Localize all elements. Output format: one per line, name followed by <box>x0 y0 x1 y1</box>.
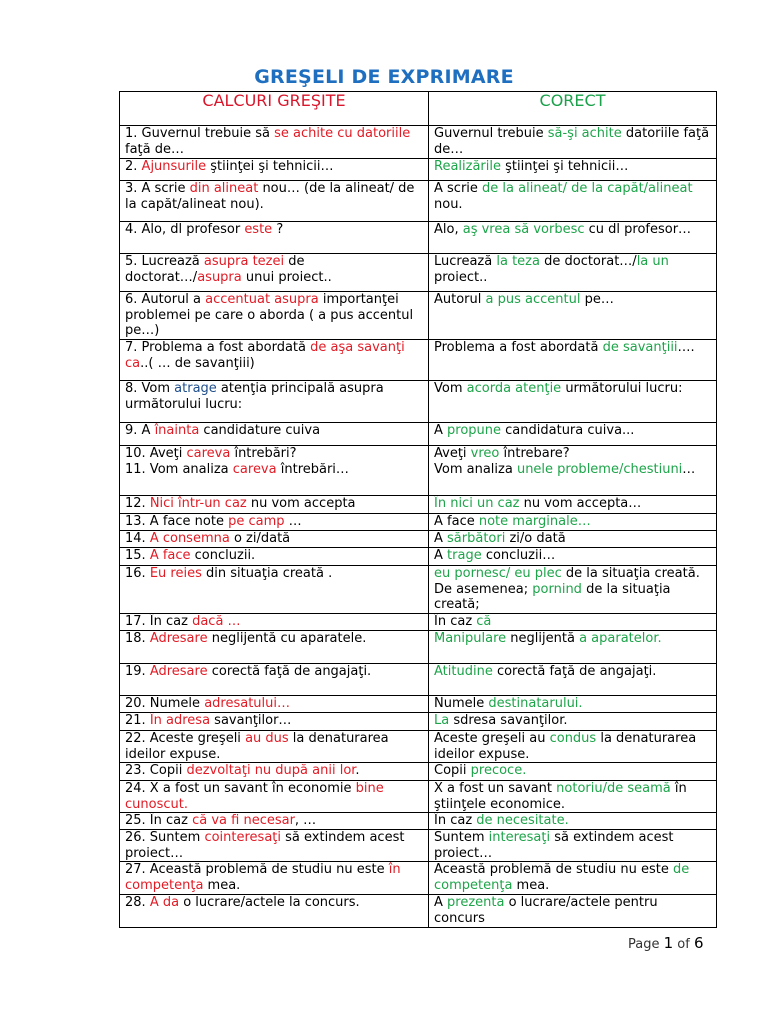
cell-correct <box>429 566 717 614</box>
cell-correct <box>429 763 717 781</box>
cell-wrong <box>120 614 429 631</box>
text-segment: nou. <box>434 196 463 212</box>
wrong-phrase: în competenţa <box>125 862 401 893</box>
text-segment: A <box>434 895 448 910</box>
text-segment: 6. Autorul a <box>125 292 206 307</box>
correct-phrase: Manipulare <box>434 631 507 646</box>
correct-phrase: destinatarului. <box>488 696 583 711</box>
table-row <box>120 514 717 531</box>
wrong-phrase: că va fi necesar <box>192 813 295 828</box>
correct-phrase: Atitudine <box>434 664 493 679</box>
table-row <box>120 696 717 713</box>
cell-correct <box>429 781 717 813</box>
text-segment: Copii <box>434 763 471 778</box>
text-segment: 5. Lucrează <box>125 254 204 269</box>
wrong-phrase: dacă … <box>192 614 241 629</box>
cell-wrong <box>120 731 429 763</box>
cell-wrong <box>120 446 429 496</box>
text-segment: de doctorat…/ <box>125 254 305 285</box>
table-row <box>120 446 717 496</box>
text-segment: atenţia principală asupra următorului lucru: <box>125 381 384 412</box>
text-segment: să extindem acest proiect… <box>125 830 405 861</box>
wrong-phrase: careva <box>232 461 277 477</box>
page-title: GREŞELI DE EXPRIMARE <box>254 66 514 88</box>
cell-wrong <box>120 381 429 423</box>
text-segment: o lucrare/actele pentru concurs <box>434 895 658 926</box>
correct-phrase: În nici un caz <box>434 496 520 511</box>
text-segment: 28. <box>125 895 150 910</box>
cell-wrong <box>120 531 429 548</box>
header-correct: CORECT <box>429 92 717 126</box>
cell-wrong <box>120 862 429 895</box>
cell-correct <box>429 340 717 381</box>
text-segment: Guvernul trebuie <box>434 126 548 141</box>
text-segment: neglijentă <box>506 631 580 646</box>
correct-phrase: vreo <box>470 446 500 461</box>
correct-phrase: prezenta <box>447 895 505 910</box>
text-segment: corectă faţă de angajaţi. <box>492 664 657 679</box>
text-segment: Numele <box>434 696 489 711</box>
cell-wrong <box>120 664 429 696</box>
table-row <box>120 423 717 446</box>
correct-phrase: să-şi achite <box>547 126 622 141</box>
cell-wrong <box>120 126 429 159</box>
table-header-row <box>120 92 717 126</box>
text-segment: 19. <box>125 664 150 679</box>
text-segment: datoriile faţă de… <box>434 126 710 157</box>
text-segment: mea. <box>203 877 241 893</box>
text-segment: concluzii. <box>190 548 256 563</box>
table-row <box>120 548 717 566</box>
text-segment: 3. A scrie <box>125 181 190 196</box>
text-segment: 18. <box>125 631 150 646</box>
wrong-phrase: adresatului… <box>204 696 291 711</box>
wrong-phrase: cointeresaţi <box>204 830 281 845</box>
text-segment: nu vom accepta <box>246 496 356 511</box>
wrong-phrase: Adresare <box>149 631 208 646</box>
text-segment: A <box>434 531 448 546</box>
text-segment: 21. <box>125 713 150 728</box>
wrong-phrase: A da <box>149 895 180 910</box>
text-segment: A <box>434 548 448 563</box>
cell-wrong <box>120 566 429 614</box>
text-segment: savanţilor… <box>210 713 292 728</box>
cell-wrong <box>120 292 429 340</box>
text-segment: concluzii… <box>481 548 556 563</box>
cell-correct <box>429 254 717 292</box>
cell-correct <box>429 813 717 830</box>
correct-phrase: trage <box>447 548 482 563</box>
text-segment: …. <box>677 340 695 355</box>
correct-phrase: pornind <box>532 581 582 597</box>
text-segment: din situaţia creată . <box>201 566 333 581</box>
text-segment: 27. Această problemă de studiu nu este <box>125 862 389 877</box>
footer-prefix: Page <box>628 937 664 952</box>
cell-wrong <box>120 763 429 781</box>
text-segment: candidatura cuiva... <box>501 423 635 438</box>
table-row <box>120 126 717 159</box>
text-segment: ..( … de savanţiii) <box>140 355 255 371</box>
cell-correct <box>429 862 717 895</box>
table-row <box>120 813 717 830</box>
text-segment: 22. Aceste greşeli <box>125 731 246 746</box>
text-segment: 2. <box>125 159 142 174</box>
text-segment: 23. Copii <box>125 763 187 778</box>
table-row <box>120 340 717 381</box>
text-segment: întrebare? <box>499 446 570 461</box>
table-row <box>120 381 717 423</box>
wrong-phrase: înainta <box>154 423 200 438</box>
wrong-phrase: Ajunsurile <box>141 159 207 174</box>
text-segment: … <box>682 461 696 477</box>
text-segment: În caz <box>434 813 477 828</box>
highlight-phrase: atrage <box>174 381 217 396</box>
correct-phrase: La <box>434 713 450 728</box>
cell-correct <box>429 830 717 862</box>
text-segment: proiect.. <box>434 269 488 285</box>
text-segment: unui proiect.. <box>241 269 332 285</box>
text-segment: 9. A <box>125 423 155 438</box>
wrong-phrase: asupra tezei <box>203 254 285 269</box>
correct-phrase: sărbători <box>447 531 506 546</box>
text-segment: întrebări… <box>276 461 349 477</box>
text-segment: o zi/dată <box>229 531 291 546</box>
correct-phrase: notoriu/de seamă <box>556 781 671 796</box>
wrong-phrase: de aşa savanţi ca <box>125 340 405 371</box>
correct-phrase: a aparatelor. <box>579 631 662 646</box>
cell-wrong <box>120 895 429 928</box>
text-segment: importanţei problemei pe care o aborda ( a pus accentul pe…) <box>125 292 414 338</box>
text-segment: A <box>434 423 448 438</box>
table-row <box>120 292 717 340</box>
cell-correct <box>429 713 717 731</box>
wrong-phrase: În adresa <box>149 713 211 728</box>
footer-page-total: 6 <box>693 934 704 952</box>
cell-correct <box>429 548 717 566</box>
text-segment: 13. A face note <box>125 514 229 529</box>
text-segment: următorului lucru: <box>561 381 683 396</box>
table-row <box>120 830 717 862</box>
cell-correct <box>429 731 717 763</box>
table-row <box>120 731 717 763</box>
text-segment: candidature cuiva <box>199 423 321 438</box>
table-row <box>120 531 717 548</box>
text-segment: ştiinţei şi tehnicii… <box>206 159 334 174</box>
text-segment: mea. <box>512 877 550 893</box>
correct-phrase: la un <box>636 254 669 269</box>
text-segment: 26. Suntem <box>125 830 205 845</box>
text-segment: de doctorat…/ <box>539 254 637 269</box>
wrong-phrase: accentuat asupra <box>205 292 319 307</box>
correct-phrase: aş vrea să vorbesc <box>462 222 585 237</box>
correct-phrase: de competenţa <box>434 862 690 893</box>
table-row <box>120 895 717 928</box>
table-row <box>120 763 717 781</box>
cell-correct <box>429 222 717 254</box>
text-segment: la denaturarea ideilor expuse. <box>434 731 697 762</box>
correct-phrase: că <box>476 614 492 629</box>
wrong-phrase: A face <box>149 548 191 563</box>
table-row <box>120 862 717 895</box>
cell-wrong <box>120 548 429 566</box>
cell-wrong <box>120 631 429 664</box>
cell-wrong <box>120 496 429 514</box>
cell-correct <box>429 292 717 340</box>
text-segment: 14. <box>125 531 150 546</box>
cell-correct <box>429 181 717 222</box>
text-segment: Vom analiza <box>434 461 517 477</box>
text-segment: Problema a fost abordată <box>434 340 603 355</box>
text-segment: 25. În caz <box>125 813 193 828</box>
table-row <box>120 614 717 631</box>
correct-phrase: acorda atenţie <box>466 381 562 396</box>
cell-wrong <box>120 696 429 713</box>
wrong-phrase: din alineat <box>189 181 259 196</box>
correct-phrase: propune <box>447 423 502 438</box>
cell-correct <box>429 614 717 631</box>
text-segment: 17. În caz <box>125 614 193 629</box>
text-segment: o lucrare/actele la concurs. <box>179 895 360 910</box>
text-segment: 11. Vom analiza <box>125 461 233 477</box>
correct-phrase: precoce. <box>470 763 527 778</box>
wrong-phrase: Adresare <box>149 664 208 679</box>
text-segment: la denaturarea ideilor expuse. <box>125 731 389 762</box>
text-segment: să extindem acest proiect… <box>434 830 674 861</box>
text-segment: ştiinţei şi tehnicii… <box>501 159 629 174</box>
text-segment: nu vom accepta… <box>519 496 642 511</box>
cell-correct <box>429 381 717 423</box>
cell-correct <box>429 159 717 181</box>
text-segment: Alo, <box>434 222 463 237</box>
text-segment: Vom <box>434 381 467 396</box>
cell-wrong <box>120 813 429 830</box>
text-segment: , … <box>294 813 317 828</box>
wrong-phrase: careva <box>186 446 231 461</box>
text-segment: 1. Guvernul trebuie să <box>125 126 275 141</box>
cell-correct <box>429 664 717 696</box>
text-segment: A face <box>434 514 479 529</box>
cell-wrong <box>120 423 429 446</box>
text-segment: X a fost un savant <box>434 781 557 796</box>
table-row <box>120 222 717 254</box>
cell-correct <box>429 696 717 713</box>
cell-wrong <box>120 159 429 181</box>
text-segment: 16. <box>125 566 150 581</box>
table-row <box>120 566 717 614</box>
text-segment: zi/o dată <box>505 531 566 546</box>
text-segment: sdresa savanţilor. <box>449 713 568 728</box>
text-segment: de la situaţia creată. De asemenea; <box>434 566 700 597</box>
wrong-phrase: este <box>244 222 273 237</box>
wrong-phrase: asupra <box>197 269 242 285</box>
text-segment: 12. <box>125 496 150 511</box>
text-segment: corectă faţă de angajaţi. <box>207 664 372 679</box>
text-segment: neglijentă cu aparatele. <box>207 631 367 646</box>
wrong-phrase: pe camp <box>228 514 285 529</box>
cell-wrong <box>120 514 429 531</box>
correct-phrase: condus <box>549 731 597 746</box>
correct-phrase: unele probleme/chestiuni <box>516 461 683 477</box>
cell-correct <box>429 496 717 514</box>
wrong-phrase: bine cunoscut. <box>125 781 384 812</box>
text-segment: cu dl profesor… <box>584 222 692 237</box>
correct-phrase: de necesitate. <box>476 813 569 828</box>
correct-phrase: note marginale… <box>478 514 591 529</box>
text-segment: Această problemă de studiu nu este <box>434 862 673 877</box>
footer-page-number: 1 <box>663 934 674 952</box>
table-row <box>120 781 717 813</box>
correct-phrase: interesaţi <box>488 830 551 845</box>
cell-correct <box>429 423 717 446</box>
text-segment: Lucrează <box>434 254 497 269</box>
wrong-phrase: au dus <box>245 731 289 746</box>
cell-wrong <box>120 181 429 222</box>
cell-correct <box>429 631 717 664</box>
text-segment: 15. <box>125 548 150 563</box>
text-segment: faţă de… <box>125 141 184 157</box>
text-segment: 10. Aveţi <box>125 446 187 461</box>
correct-phrase: eu pornesc/ eu plec <box>434 566 562 581</box>
text-segment: Suntem <box>434 830 489 845</box>
text-segment: Aveţi <box>434 446 471 461</box>
text-segment: A scrie <box>434 181 483 196</box>
text-segment: 8. Vom <box>125 381 175 396</box>
text-segment: nou… (de la alineat/ de la capăt/alineat nou). <box>125 181 415 212</box>
cell-wrong <box>120 781 429 813</box>
table-row <box>120 496 717 514</box>
table-row <box>120 181 717 222</box>
table-row <box>120 159 717 181</box>
correct-phrase: Realizările <box>434 159 501 174</box>
text-segment: 4. Alo, dl profesor <box>125 222 245 237</box>
table-row <box>120 631 717 664</box>
table-body <box>120 126 717 928</box>
text-segment: întrebări? <box>230 446 297 461</box>
footer-of: of <box>673 937 694 952</box>
correct-phrase: de savanţiii <box>602 340 678 355</box>
text-segment: . <box>355 763 360 778</box>
table-row <box>120 713 717 731</box>
cell-correct <box>429 514 717 531</box>
cell-wrong <box>120 713 429 731</box>
cell-correct <box>429 531 717 548</box>
text-segment: de la situaţia creată; <box>434 581 671 612</box>
cell-wrong <box>120 254 429 292</box>
cell-wrong <box>120 222 429 254</box>
cell-wrong <box>120 340 429 381</box>
correct-phrase: a pus accentul <box>485 292 581 307</box>
text-segment: în ştiinţele economice. <box>434 781 687 812</box>
wrong-phrase: Nici într-un caz <box>149 496 247 511</box>
wrong-phrase: se achite cu datoriile <box>274 126 411 141</box>
wrong-phrase: Eu reies <box>149 566 202 581</box>
cell-correct <box>429 895 717 928</box>
cell-wrong <box>120 830 429 862</box>
cell-correct <box>429 126 717 159</box>
text-segment: pe… <box>580 292 614 307</box>
text-segment: 7. Problema a fost abordată <box>125 340 311 355</box>
text-segment: Autorul <box>434 292 486 307</box>
text-segment: În caz <box>434 614 477 629</box>
table-row <box>120 664 717 696</box>
errors-table <box>119 91 717 928</box>
wrong-phrase: A consemna <box>149 531 230 546</box>
wrong-phrase: dezvoltaţi nu după anii lor <box>186 763 356 778</box>
text-segment: Aceste greşeli au <box>434 731 550 746</box>
correct-phrase: la teza <box>496 254 540 269</box>
cell-correct <box>429 446 717 496</box>
text-segment: … <box>284 514 302 529</box>
page-footer <box>628 934 704 952</box>
text-segment: 20. Numele <box>125 696 205 711</box>
text-segment: 24. X a fost un savant în economie <box>125 781 356 796</box>
text-segment: ? <box>272 222 284 237</box>
header-wrong: CALCURI GREŞITE <box>120 92 429 126</box>
correct-phrase: de la alineat/ de la capăt/alineat <box>482 181 693 196</box>
table-row <box>120 254 717 292</box>
